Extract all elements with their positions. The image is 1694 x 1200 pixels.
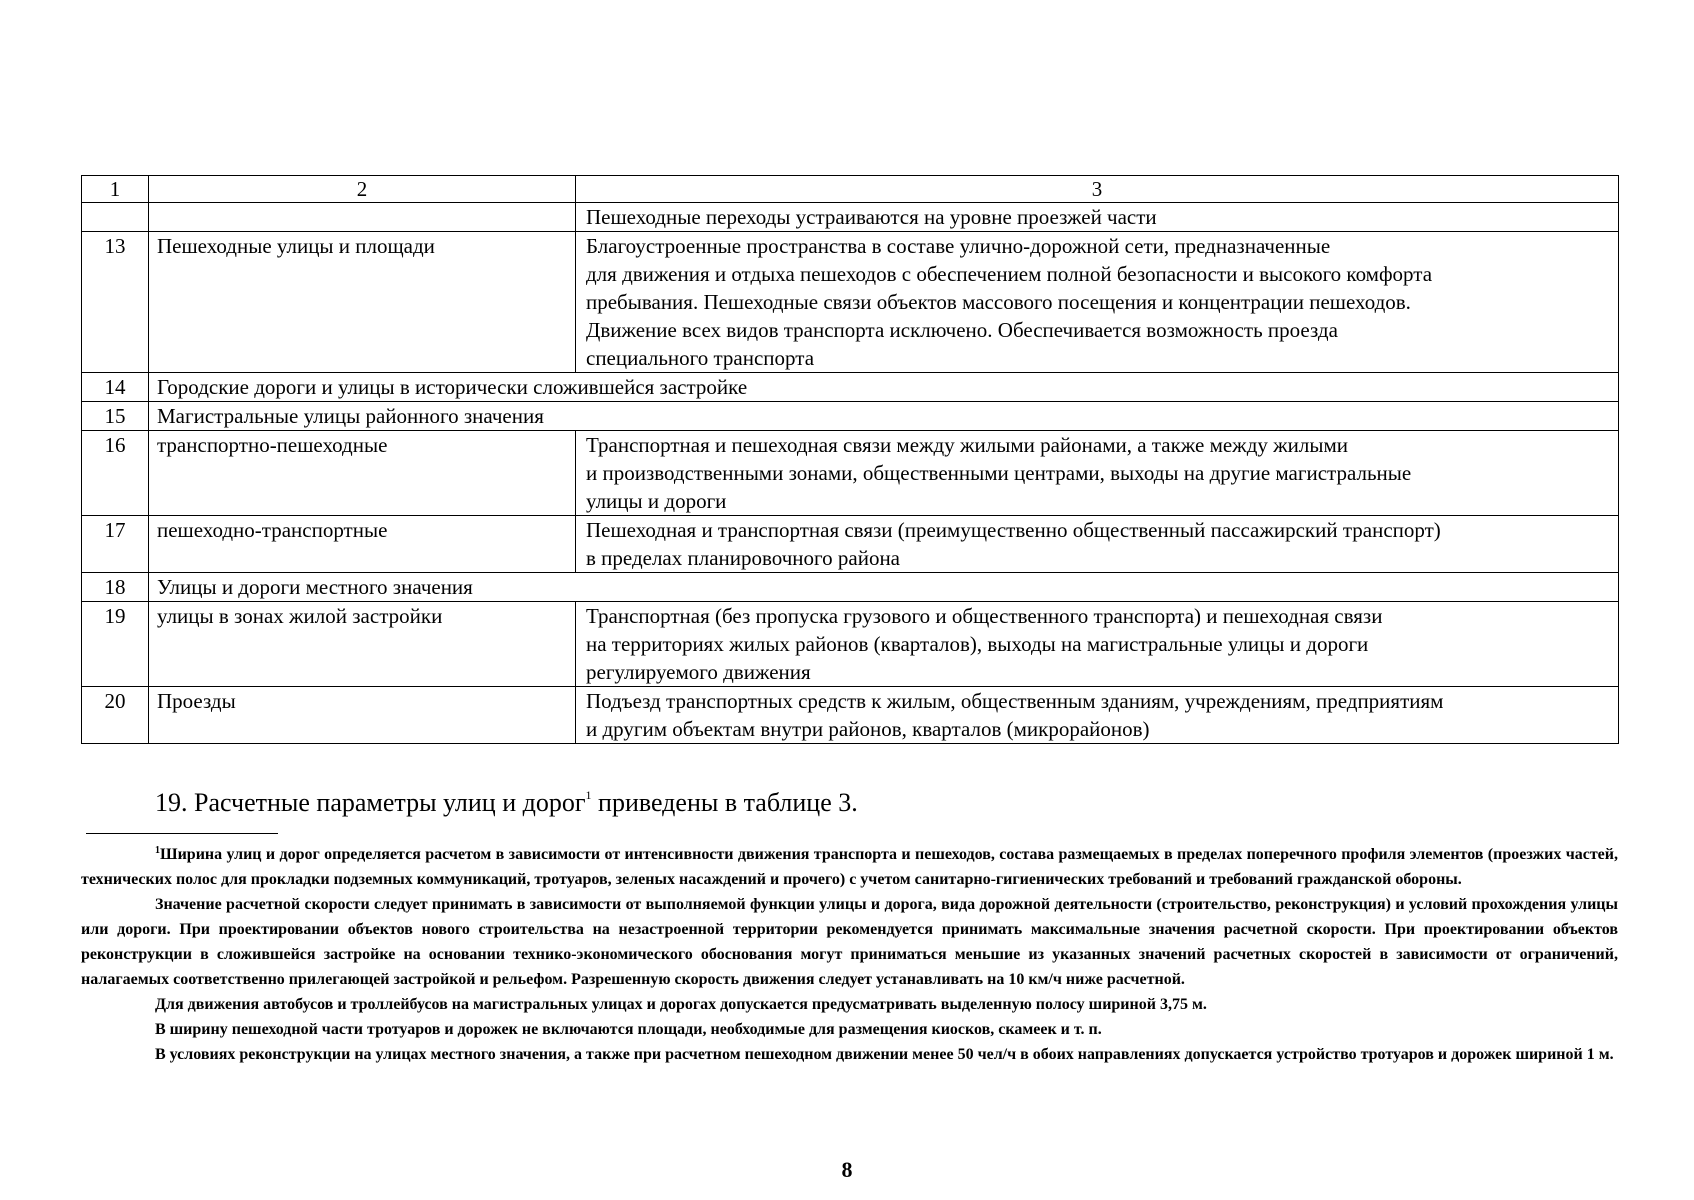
row-number: 19 — [82, 602, 149, 687]
row-number: 15 — [82, 402, 149, 431]
footnote-1 — [81, 838, 1618, 892]
paragraph-19 — [155, 778, 858, 820]
table-row — [82, 516, 1619, 573]
table-row — [82, 602, 1619, 687]
row-purpose: Благоустроенные пространства в составе улично-дорожной сети, предназначенные для движения и отдыха пешеходов с обеспечением полной безопасности и высокого комфорта пребывания. Пешеходные связи объектов массового посещения и концентрации пешеходов. Движение всех видов транспорта исключено. Обеспечивается возможность проезда специального транспорта — [576, 232, 1619, 373]
table-row — [82, 232, 1619, 373]
row-street-type: Пешеходные улицы и площади — [149, 232, 576, 373]
paragraph-text: 19. Расчетные параметры улиц и дорог — [155, 788, 586, 817]
row-street-type: пешеходно-транспортные — [149, 516, 576, 573]
paragraph-text-end: приведены в таблице 3. — [591, 788, 858, 817]
row-purpose: Подъезд транспортных средств к жилым, общественным зданиям, учреждениям, предприятиям и другим объектам внутри районов, кварталов (микрорайонов) — [576, 687, 1619, 744]
row-street-type — [149, 203, 576, 232]
row-number — [82, 203, 149, 232]
row-number: 17 — [82, 516, 149, 573]
header-col-2: 2 — [149, 176, 576, 203]
row-purpose: Пешеходная и транспортная связи (преимущественно общественный пассажирский транспорт) в пределах планировочного района — [576, 516, 1619, 573]
row-street-type: транспортно-пешеходные — [149, 431, 576, 516]
table-header-row — [82, 176, 1619, 203]
row-purpose: Транспортная (без пропуска грузового и общественного транспорта) и пешеходная связи на территориях жилых районов (кварталов), выходы на магистральные улицы и дороги регулируемого движения — [576, 602, 1619, 687]
row-section-title: Городские дороги и улицы в исторически сложившейся застройке — [149, 373, 1619, 402]
row-purpose: Пешеходные переходы устраиваются на уровне проезжей части — [576, 203, 1619, 232]
row-number: 20 — [82, 687, 149, 744]
row-section-title: Улицы и дороги местного значения — [149, 573, 1619, 602]
row-purpose: Транспортная и пешеходная связи между жилыми районами, а также между жилыми и производственными зонами, общественными центрами, выходы на другие магистральные улицы и дороги — [576, 431, 1619, 516]
row-street-type: улицы в зонах жилой застройки — [149, 602, 576, 687]
page-number: 8 — [841, 1157, 853, 1182]
table-row — [82, 431, 1619, 516]
table-row — [82, 573, 1619, 602]
table-row — [82, 203, 1619, 232]
row-number: 13 — [82, 232, 149, 373]
footnote-p4: В ширину пешеходной части тротуаров и дорожек не включаются площади, необходимые для размещения киосков, скамеек и т. п. — [155, 1021, 1102, 1038]
header-col-1: 1 — [82, 176, 149, 203]
footnote-p3: Для движения автобусов и троллейбусов на магистральных улицах и дорогах допускается предусматривать выделенную полосу шириной 3,75 м. — [155, 996, 1207, 1013]
header-col-3: 3 — [576, 176, 1619, 203]
street-classification-table — [81, 175, 1619, 744]
row-street-type: Проезды — [149, 687, 576, 744]
footnote-ref: 1 — [585, 788, 592, 802]
table-row — [82, 402, 1619, 431]
row-number: 18 — [82, 573, 149, 602]
footnote-p2: Значение расчетной скорости следует принимать в зависимости от выполняемой функции улицы и дорога, вида дорожной деятельности (строительство, реконструкция) и условий прохождения улицы или дороги. При проектировании объектов нового строительства на незастроенной территории рекомендуется принимать максимальные значения расчетной скорости. При проектировании объектов реконструкции в сложившейся застройке на основании технико-экономического обоснования могут приниматься меньшие из указанных значений расчетных скоростей в зависимости от ограничений, налагаемых соответственно прилегающей застройкой и рельефом. Разрешенную скорость движения следует устанавливать на 10 км/ч ниже расчетной. — [81, 896, 1618, 988]
row-number: 14 — [82, 373, 149, 402]
table-row — [82, 687, 1619, 744]
footnote-separator — [86, 833, 278, 834]
footnote-p5: В условиях реконструкции на улицах местного значения, а также при расчетном пешеходном движении менее 50 чел/ч в обоих направлениях допускается устройство тротуаров и дорожек шириной 1 м. — [155, 1046, 1614, 1063]
footnotes — [81, 838, 1618, 1067]
table-row — [82, 373, 1619, 402]
footnote-1-text: Ширина улиц и дорог определяется расчетом в зависимости от интенсивности движения транспорта и пешеходов, состава размещаемых в пределах поперечного профиля элементов (проезжих частей, технических полос для прокладки подземных коммуникаций, тротуаров, зеленых насаждений и прочего) с учетом санитарно-гигиенических требований и требований гражданской обороны. — [81, 846, 1618, 888]
footnote-marker: 1 — [155, 845, 160, 856]
row-number: 16 — [82, 431, 149, 516]
row-section-title: Магистральные улицы районного значения — [149, 402, 1619, 431]
